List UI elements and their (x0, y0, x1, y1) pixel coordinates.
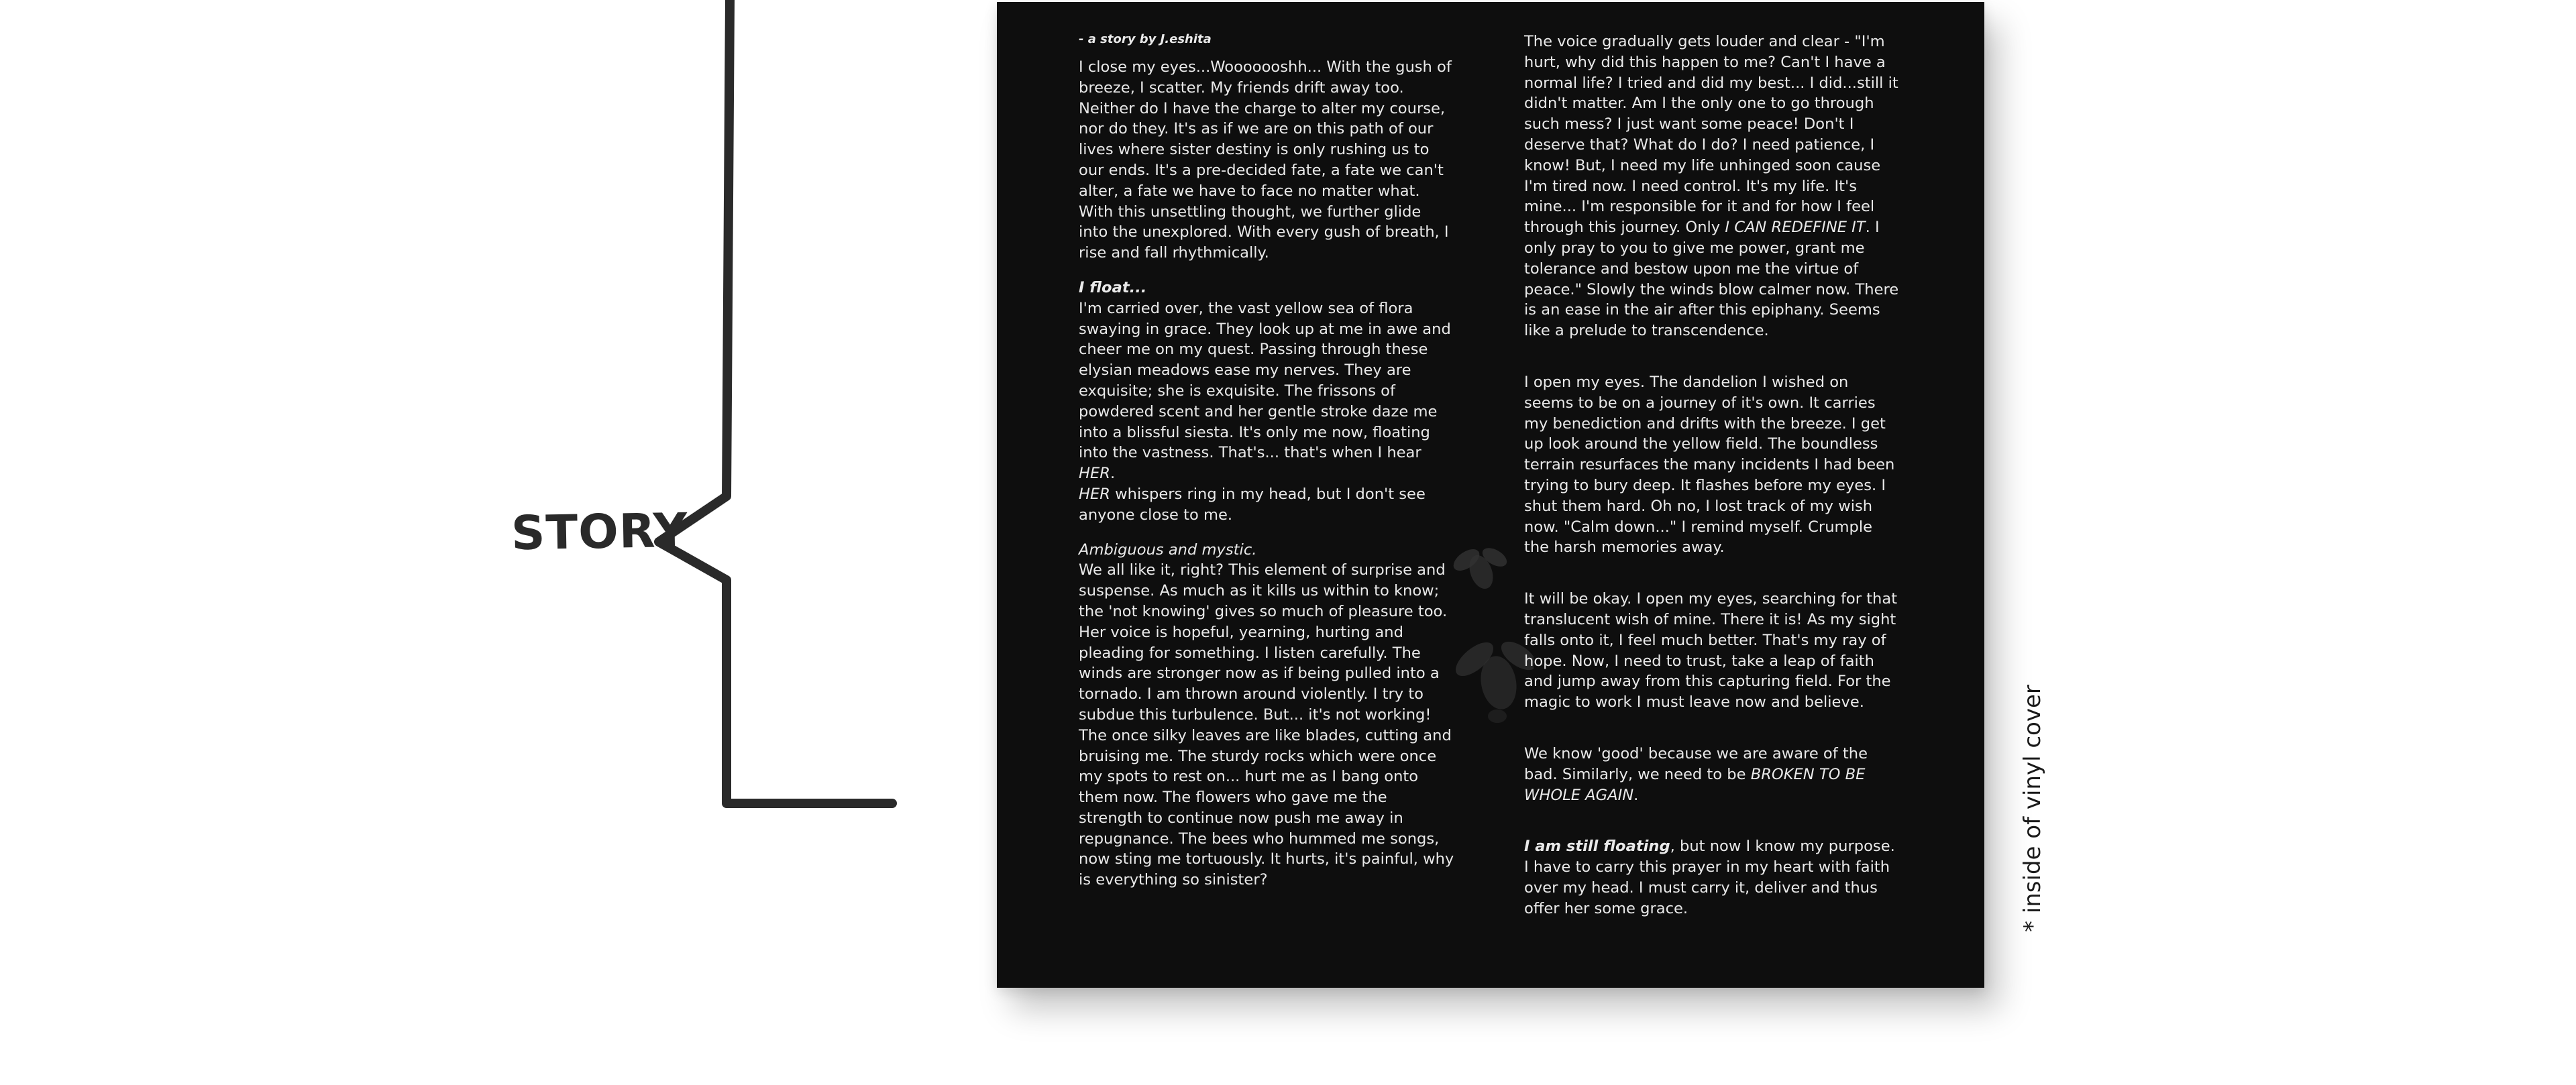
paragraph: I float... I'm carried over, the vast yellow sea of flora swaying in grace. They look up at me in awe and cheer me on my quest. Passing through these elysian meadows ease my nerves. They are exquisite; she is exquisite. The frissons of powdered scent and her gentle stroke daze me into a blissful siesta. It's only me now, floating into the vastness. That's... that's when I hear HER. HER whispers ring in my head, but I don't see anyone close to me. (1079, 278, 1451, 524)
paragraph-heading: I float... (1079, 278, 1147, 296)
paragraph: We know 'good' because we are aware of the bad. Similarly, we need to be BROKEN TO BE WHOLE AGAIN. (1524, 744, 1868, 804)
paragraph: The voice gradually gets louder and clear - "I'm hurt, why did this happen to me? Can't I have a normal life? I tried and did my best... I did...still it didn't matter. Am I the only one to go through such mess? I just want some peace! Don't I deserve that? What do I do? I need patience, I know! But, I need my life unhinged soon cause I'm tired now. I need control. It's my life. It's mine... I'm responsible for it and for how I feel through this journey. Only I CAN REDEFINE IT. I only pray to you to give me power, grant me tolerance and bestow upon me the virtue of peace." Slowly the winds blow calmer now. There is an ease in the air after this epiphany. Seems like a prelude to transcendence. (1524, 33, 1899, 340)
story-column-right (1524, 32, 1900, 933)
paragraph: Ambiguous and mystic. We all like it, right? This element of surprise and suspense. As much as it kills us within to know; the 'not knowing' gives so much of pleasure too. Her voice is hopeful, yearning, hurting and pleading for something. I listen carefully. The winds are stronger now as if being pulled into a tornado. I am thrown around violently. I try to subdue this turbulence. But... it's not working! The once silky leaves are like blades, cutting and bruising me. The sturdy rocks which were once my spots to rest on... hurt me as I bang onto them now. The flowers who gave me the strength to continue now push me away in repugnance. The bees who hummed me songs, now sting me tortuously. It hurts, it's painful, why is everything so sinister? (1079, 540, 1454, 889)
side-note: * inside of vinyl cover (2019, 685, 2046, 932)
story-bracket (0, 0, 939, 1085)
story-column-left (1079, 32, 1454, 905)
paragraph-heading: Ambiguous and mystic. (1079, 540, 1257, 559)
paragraph: I open my eyes. The dandelion I wished on seems to be on a journey of it's own. It carries my benediction and drifts with the breeze. I get up look around the yellow field. The boundless terrain resurfaces the many incidents I had been trying to bury deep. It flashes before my eyes. I shut them hard. Oh no, I lost track of my wish now. "Calm down..." I remind myself. Crumple the harsh memories away. (1524, 373, 1895, 557)
paragraph: I close my eyes...Wooooooshh... With the gush of breeze, I scatter. My friends drift away too. Neither do I have the charge to alter my course, nor do they. It's as if we are on this path of our lives where sister destiny is only rushing us to our ends. It's a pre-decided fate, a fate we can't alter, a fate we have to face no matter what. With this unsettling thought, we further glide into the unexplored. With every gush of breath, I rise and fall rhythmically. (1079, 58, 1452, 262)
byline: - a story by J.eshita (1079, 32, 1212, 46)
paragraph: It will be okay. I open my eyes, searching for that translucent wish of mine. There it is! As my sight falls onto it, I feel much better. That's my ray of hope. Now, I need to trust, take a leap of faith and jump away from this capturing field. For the magic to work I must leave now and believe. (1524, 590, 1898, 711)
paragraph: I am still floating, but now I know my purpose. I have to carry this prayer in my heart with faith over my head. I must carry it, deliver and thus offer her some grace. (1524, 838, 1895, 917)
story-label: STORY (511, 502, 689, 561)
vinyl-cover-inside (997, 2, 1984, 988)
